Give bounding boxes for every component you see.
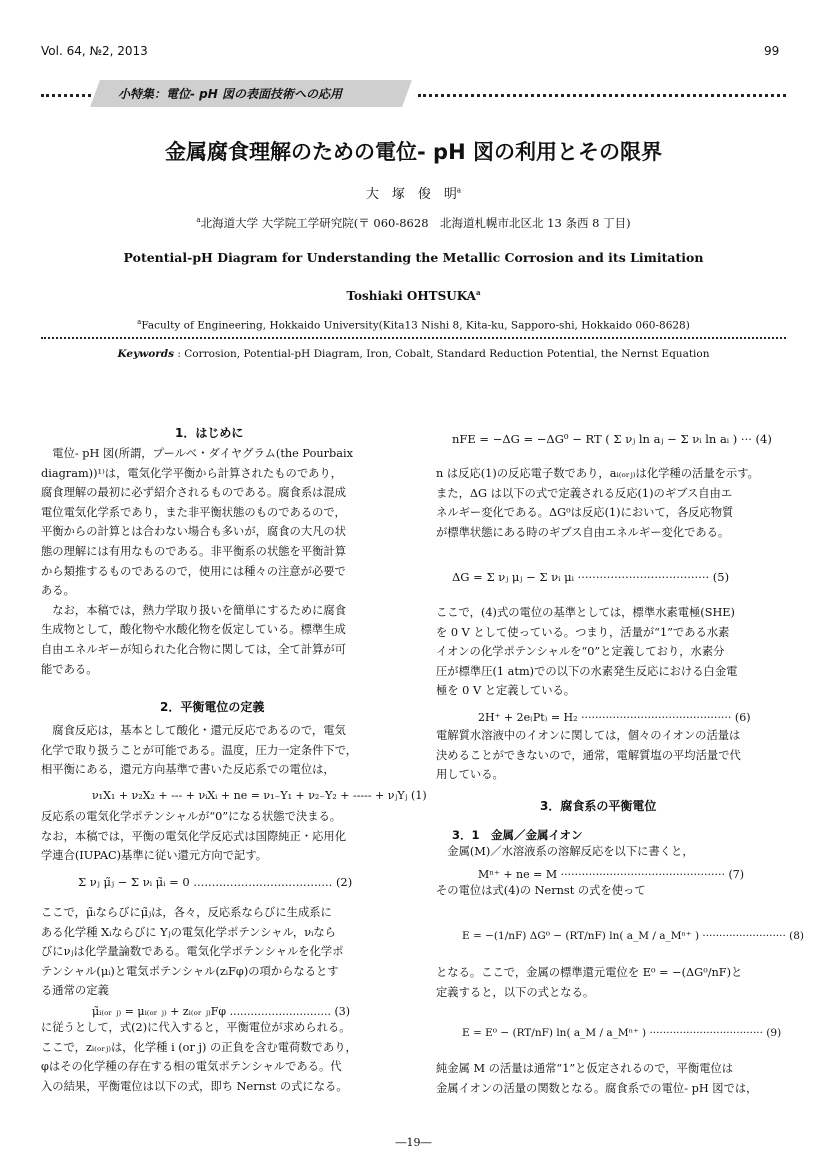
section-1-title: 1．はじめに <box>175 426 244 440</box>
text-line: ある。 <box>41 584 75 598</box>
equation-7: Mⁿ⁺ + ne = M ··············································· (7) <box>478 868 745 881</box>
journal-volume: Vol. 64, №2, 2013 <box>41 44 148 58</box>
title-en: Potential-pH Diagram for Understanding the Metallic Corrosion and its Limitation <box>123 250 704 265</box>
affiliation-en: $^a$Faculty of Engineering, Hokkaido University(Kita13 Nishi 8, Kita-ku, Sapporo-shi, Hokkaido 060-8628) <box>137 318 690 332</box>
text-line: に従うとして，式(2)に代入すると，平衡電位が求められる。 <box>41 1021 351 1034</box>
text-line: 態の理解には有用なものである。非平衡系の状態を平衡計算 <box>41 545 347 558</box>
text-line: 入の結果，平衡電位は以下の式，即ち Nernst の式になる。 <box>41 1079 348 1093</box>
text-line: 極を 0 V と定義している。 <box>436 684 576 698</box>
text-line: 腐食理解の最初に必ず紹介されるものである。腐食系は混成 <box>41 486 347 500</box>
text-line: 平衡からの計算とは合わない場合も多いが，腐食の大凡の状 <box>41 525 347 539</box>
equation-4: nFE = −ΔG = −ΔG⁰ − RT ( Σ νⱼ ln aⱼ − Σ νᵢ ln aᵢ ) ··· (4) <box>452 432 772 446</box>
text-line: 反応系の電気化学ポテンシャルが“0”になる状態で決まる。 <box>41 810 342 823</box>
author-jp: 大 塚 俊 明$^a$ <box>365 186 462 202</box>
footer-page-number: ―19― <box>395 1136 432 1149</box>
text-line: φはその化学種の存在する相の電気ポテンシャルである。代 <box>41 1060 342 1074</box>
text-line: 圧が標準圧(1 atm)での以下の水素発生反応における白金電 <box>436 664 738 678</box>
text-line: ここで，zᵢ₍ₒᵣⱼ₎は，化学種 i (or j) の正負を含む電荷数であり， <box>41 1040 357 1054</box>
equation-1: ν₁X₁ + ν₂X₂ + --- + νᵢXᵢ + ne = ν₁₋Y₁ + ν₂₋Y₂ + ----- + νⱼYⱼ (1) <box>92 789 427 802</box>
page-number: 99 <box>764 44 780 58</box>
text-line: 化学で取り扱うことが可能である。温度，圧力一定条件下で， <box>41 743 358 757</box>
text-line: となる。ここで，金属の標準還元電位を E⁰ = −(ΔG⁰/nF)と <box>436 966 743 979</box>
equation-9: E = E⁰ − (RT/nF) ln( a_M / a_Mⁿ⁺ ) ·································· (9) <box>462 1027 782 1039</box>
section-3-title: 3．腐食系の平衡電位 <box>540 799 657 813</box>
text-line: 自由エネルギーが知られた化合物に関しては，全て計算が可 <box>41 643 347 656</box>
text-line: 能である。 <box>41 662 98 676</box>
equation-2: Σ νⱼ μ̃ⱼ − Σ νᵢ μ̃ᵢ = 0 ...................................... (2) <box>78 875 353 889</box>
banner-dots-right <box>418 94 786 97</box>
text-line: なお，本稿では，熱力学取り扱いを簡単にするために腐食 <box>41 603 347 617</box>
title-jp: 金属腐食理解のための電位- pH 図の利用とその限界 <box>165 140 662 164</box>
banner-dots-left <box>41 94 91 97</box>
text-line: テンシャル(μᵢ)と電気ポテンシャル(zᵢFφ)の項からなるとす <box>41 964 339 978</box>
text-line: 腐食反応は，基本として酸化・還元反応であるので，電気 <box>41 724 346 737</box>
text-line: n は反応(1)の反応電子数であり，aᵢ₍ₒᵣⱼ₎は化学種の活量を示す。 <box>436 467 759 480</box>
text-line: 定義すると，以下の式となる。 <box>436 985 595 999</box>
equation-6: 2H⁺ + 2e₍Pt₎ = H₂ ··········································· (6) <box>478 711 751 724</box>
text-line: 用している。 <box>436 768 504 782</box>
text-line: なお，本稿では，平衡の電気化学反応式は国際純正・応用化 <box>41 829 347 843</box>
equation-8: E = −(1/nF) ΔG⁰ − (RT/nF) ln( a_M / a_Mⁿ⁺ ) ························· (8) <box>462 930 805 942</box>
text-line: 電解質水溶液中のイオンに関しては，個々のイオンの活量は <box>436 729 741 742</box>
text-line: ある化学種 Xᵢならびに Yⱼの電気化学ポテンシャル，νᵢなら <box>41 925 336 939</box>
text-line: ネルギー変化である。ΔG⁰は反応(1)において，各反応物質 <box>436 506 734 520</box>
text-line: また，ΔG は以下の式で定義される反応(1)のギブス自由エ <box>436 486 733 500</box>
text-line: から類推するものであるので，使用には種々の注意が必要で <box>41 564 346 578</box>
text-line: イオンの化学ポテンシャルを“0”と定義しており，水素分 <box>436 645 725 659</box>
text-line: びにνⱼは化学量論数である。電気化学ポテンシャルを化学ポ <box>41 945 344 959</box>
text-line: る通常の定義 <box>41 984 109 998</box>
text-line: 金属(M)／水溶液系の溶解反応を以下に書くと， <box>436 845 694 858</box>
affiliation-jp: $^a$北海道大学 大学院工学研究院(〒 060-8628 北海道札幌市北区北 13 条西 8 丁目) <box>196 216 631 230</box>
equation-3: μ̃ᵢ₍ₒᵣ ⱼ₎ = μᵢ₍ₒᵣ ⱼ₎ + zᵢ₍ₒᵣ ⱼ₎Fφ ............................. (3) <box>92 1005 351 1018</box>
text-line: ここで，μ̃ᵢならびにμ̃ⱼは，各々，反応系ならびに生成系に <box>41 906 332 919</box>
equation-5: ΔG = Σ νⱼ μⱼ − Σ νᵢ μᵢ ···································· (5) <box>452 570 730 584</box>
text-line: 学連合(IUPAC)基準に従い還元方向で記す。 <box>41 849 268 863</box>
keywords-divider <box>41 337 786 339</box>
text-line: その電位は式(4)の Nernst の式を使って <box>436 884 646 897</box>
section-2-title: 2．平衡電位の定義 <box>160 700 265 714</box>
text-line: ここで，(4)式の電位の基準としては，標準水素電極(SHE) <box>436 606 735 619</box>
keywords: Keywords : Corrosion, Potential-pH Diagram, Iron, Cobalt, Standard Reduction Potential, the Nernst Equation <box>117 348 710 360</box>
topic-banner: 小特集：電位- pH 図の表面技術への応用 <box>118 87 342 101</box>
text-line: 金属イオンの活量の関数となる。腐食系での電位- pH 図では， <box>436 1081 758 1095</box>
subsection-3-1-title: 3．1 金属／金属イオン <box>452 828 583 842</box>
text-line: 電位電気化学系であり，また非平衡状態のものであるので， <box>41 505 346 519</box>
text-line: が標準状態にある時のギブス自由エネルギー変化である。 <box>436 525 730 539</box>
text-line: 決めることができないので，通常，電解質塩の平均活量で代 <box>436 748 741 762</box>
text-line: 生成物として，酸化物や水酸化物を仮定している。標準生成 <box>41 623 346 637</box>
text-line: 相平衡にある，還元方向基準で書いた反応系での電位は， <box>41 763 335 777</box>
text-line: 純金属 M の活量は通常“1”と仮定されるので，平衡電位は <box>436 1062 734 1075</box>
author-en: Toshiaki OHTSUKA$^a$ <box>346 288 481 303</box>
text-line: diagram))¹⁾は，電気化学平衡から計算されたものであり， <box>41 466 343 480</box>
text-line: を 0 V として使っている。つまり，活量が“1”である水素 <box>436 625 730 639</box>
text-line: 電位- pH 図(所謂，プールベ・ダイヤグラム(the Pourbaix <box>41 447 354 460</box>
